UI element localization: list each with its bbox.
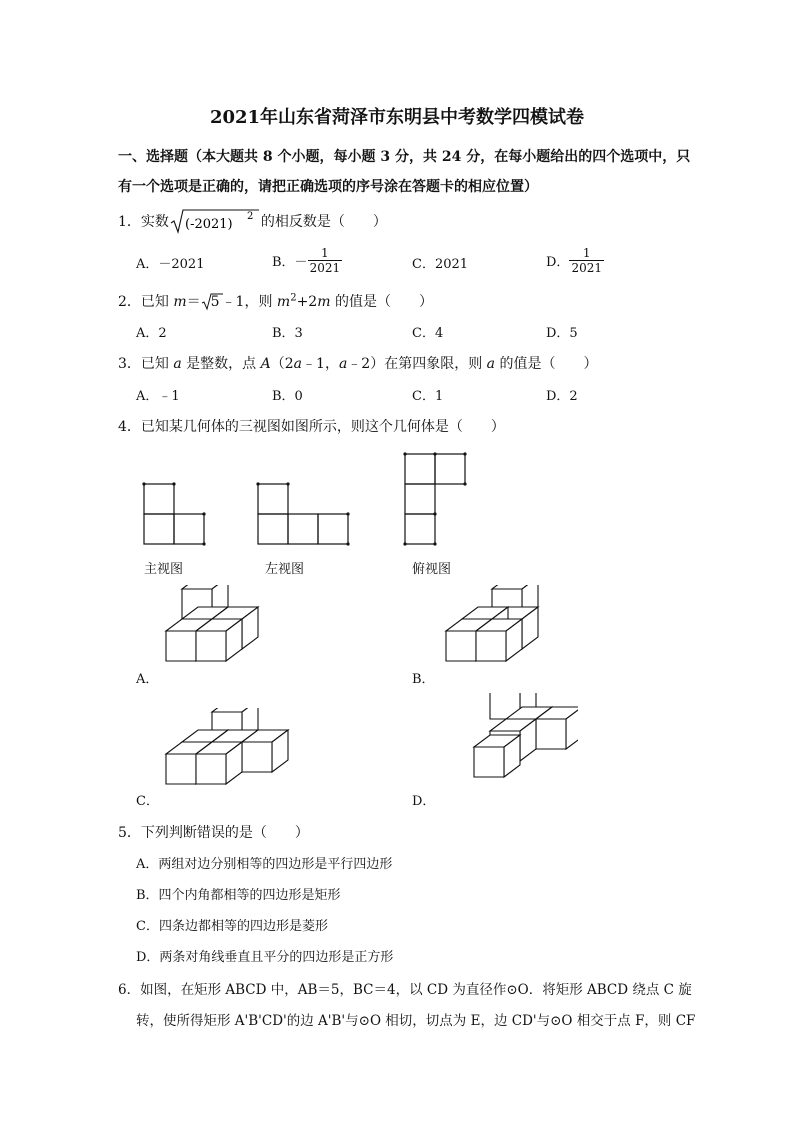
section-heading-line2: 有一个选项是正确的，请把正确选项的序号涂在答题卡的相应位置） — [118, 179, 538, 195]
q1-option-b[interactable] — [272, 246, 342, 275]
left-view-grid — [256, 482, 349, 545]
q1-suffix: 的相反数是（ ） — [260, 214, 387, 230]
sqrt-symbol — [201, 293, 223, 311]
option-b-solid-figure — [428, 585, 568, 685]
q3-option-a[interactable]: A．﹣1 — [136, 389, 180, 404]
q1-exponent: 2 — [246, 211, 254, 222]
three-views-figure — [130, 450, 490, 560]
q5-option-a[interactable]: A．两组对边分别相等的四边形是平行四边形 — [136, 857, 393, 872]
q5-option-b[interactable]: B．四个内角都相等的四边形是矩形 — [136, 888, 341, 903]
q3-option-c[interactable]: C．1 — [412, 389, 444, 404]
q1-option-b-fraction: $\frac{1}{2021}$ — [309, 246, 341, 275]
cube — [242, 730, 288, 772]
q4-option-c[interactable]: C． — [136, 794, 159, 809]
q5-option-d[interactable]: D．两条对角线垂直且平分的四边形是正方形 — [136, 950, 394, 965]
q1-radicand: (-2021) — [184, 217, 233, 232]
q2-option-c[interactable]: C．4 — [412, 326, 444, 341]
option-a-solid-figure — [150, 585, 290, 685]
q2-option-d[interactable]: D．5 — [546, 326, 578, 341]
top-view-label: 俯视图 — [412, 562, 452, 577]
front-view-label: 主视图 — [144, 562, 184, 577]
q1-option-b-label: B．－ — [272, 255, 308, 270]
top-view-grid — [403, 452, 466, 545]
q1-option-d-fraction: $\frac{1}{2021}$ — [571, 246, 602, 275]
q1-option-c[interactable]: C．2021 — [412, 257, 469, 272]
q2-option-b[interactable]: B．3 — [272, 326, 303, 341]
q4-option-b[interactable]: B． — [412, 672, 435, 687]
question-4: 4．已知某几何体的三视图如图所示，则这个几何体是（ ） — [118, 419, 505, 435]
q4-option-d[interactable]: D． — [412, 794, 436, 809]
q1-prefix: 1．实数 — [118, 214, 169, 230]
section-heading-line1: 一、选择题（本大题共 8 个小题，每小题 3 分，共 24 分，在每小题给出的四个选项中，只 — [118, 149, 691, 165]
question-1 — [118, 208, 387, 234]
option-c-solid-figure — [150, 708, 310, 808]
cube — [196, 619, 242, 661]
q3-option-d[interactable]: D．2 — [546, 389, 578, 404]
question-6-line2: 转，使所得矩形 A'B'CD'的边 A'B'与⊙O 相切，切点为 E，边 CD'与⊙O 相交于点 F，则 CF — [136, 1013, 696, 1029]
q4-option-a[interactable]: A． — [136, 672, 159, 687]
question-6-line1: 6．如图，在矩形 ABCD 中，AB＝5，BC＝4，以 CD 为直径作⊙O．将矩形 ABCD 绕点 C 旋 — [118, 982, 692, 998]
cube — [474, 735, 520, 777]
q5-option-c[interactable]: C．四条边都相等的四边形是菱形 — [136, 919, 328, 934]
q3-option-b[interactable]: B．0 — [272, 389, 303, 404]
cube — [476, 619, 522, 661]
left-view-label: 左视图 — [265, 562, 305, 577]
option-d-solid-figure — [428, 693, 578, 808]
q1-option-d[interactable] — [546, 246, 604, 275]
question-5: 5．下列判断错误的是（ ） — [118, 825, 309, 841]
page-title: 2021年山东省菏泽市东明县中考数学四模试卷 — [209, 107, 585, 128]
q1-option-d-label: D． — [546, 255, 570, 270]
sqrt-symbol — [169, 208, 261, 234]
question-2: 2．已知 m＝ 5 ﹣1，则 $m^2+2m$ 的值是（ ） — [118, 292, 433, 310]
cube — [196, 742, 242, 784]
question-3: 3．已知 a 是整数，点 A（2a﹣1，a﹣2）在第四象限，则 a 的值是（ ） — [118, 356, 598, 372]
q2-option-a[interactable]: A．2 — [136, 326, 167, 341]
front-view-grid — [142, 482, 205, 545]
q1-option-a[interactable]: A．－2021 — [136, 257, 205, 272]
